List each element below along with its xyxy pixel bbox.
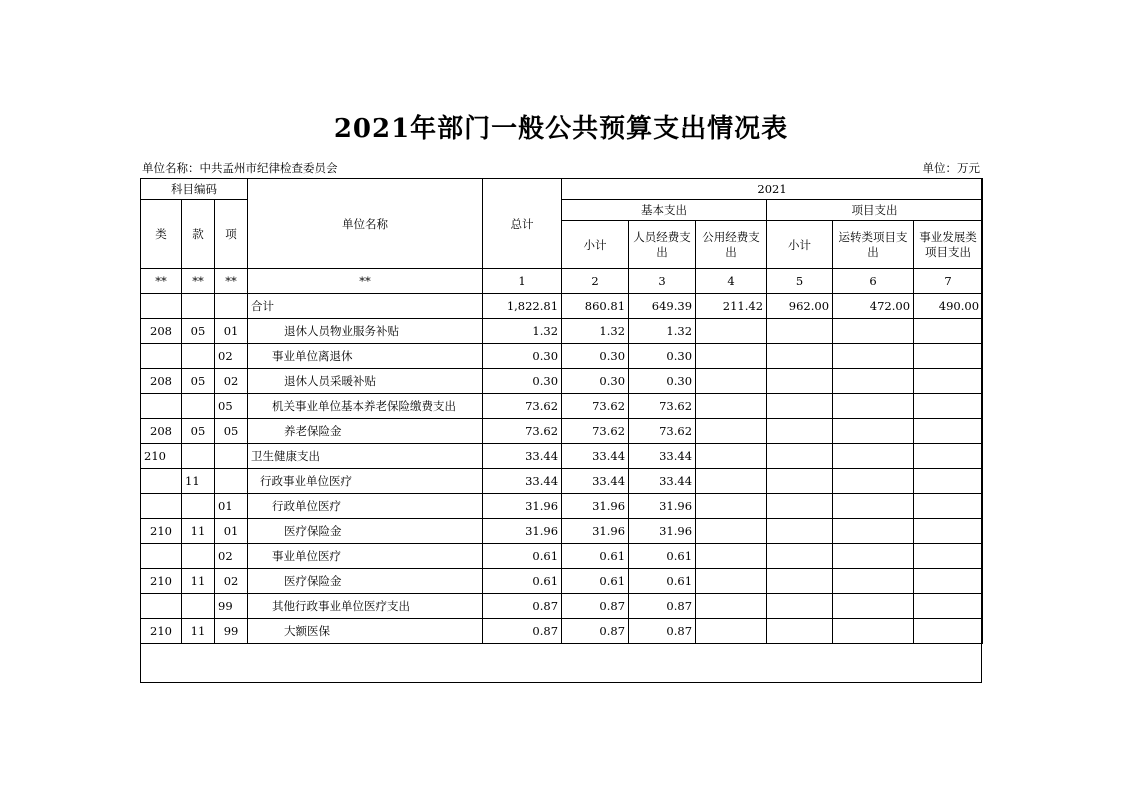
cell-development — [914, 594, 983, 619]
cell-total: 0.30 — [483, 369, 562, 394]
cell-public — [696, 444, 767, 469]
cell-public — [696, 319, 767, 344]
star-lei: ** — [141, 269, 182, 294]
col-num-3: 3 — [629, 269, 696, 294]
col-num-1: 1 — [483, 269, 562, 294]
cell-xiang — [215, 294, 248, 319]
cell-kuan: 11 — [182, 519, 215, 544]
cell-item-name: 事业单位医疗 — [248, 544, 483, 569]
star-xiang: ** — [215, 269, 248, 294]
cell-lei: 210 — [141, 444, 182, 469]
cell-lei — [141, 544, 182, 569]
cell-personnel: 0.87 — [629, 619, 696, 644]
cell-total: 0.87 — [483, 594, 562, 619]
cell-lei — [141, 594, 182, 619]
cell-total: 33.44 — [483, 469, 562, 494]
cell-kuan: 05 — [182, 369, 215, 394]
cell-lei — [141, 469, 182, 494]
table-row — [141, 394, 983, 419]
cell-public — [696, 494, 767, 519]
header-project: 项目支出 — [767, 200, 983, 221]
cell-public: 211.42 — [696, 294, 767, 319]
cell-total: 33.44 — [483, 444, 562, 469]
cell-lei — [141, 394, 182, 419]
header-year: 2021 — [562, 179, 983, 200]
header-project-subtotal: 小计 — [767, 221, 833, 269]
cell-public — [696, 419, 767, 444]
cell-total: 0.61 — [483, 569, 562, 594]
cell-project-subtotal — [767, 619, 833, 644]
header-operation: 运转类项目支出 — [833, 221, 914, 269]
cell-personnel: 33.44 — [629, 444, 696, 469]
cell-development — [914, 569, 983, 594]
table-row — [141, 319, 983, 344]
cell-personnel: 73.62 — [629, 394, 696, 419]
cell-project-subtotal — [767, 569, 833, 594]
cell-project-subtotal — [767, 469, 833, 494]
cell-operation: 472.00 — [833, 294, 914, 319]
cell-lei: 210 — [141, 569, 182, 594]
unit-label: 单位：万元 — [922, 161, 980, 175]
cell-development — [914, 319, 983, 344]
cell-project-subtotal — [767, 394, 833, 419]
cell-basic-subtotal: 73.62 — [562, 419, 629, 444]
cell-operation — [833, 319, 914, 344]
page-title: 2021年部门一般公共预算支出情况表 — [333, 114, 789, 144]
cell-public — [696, 519, 767, 544]
cell-lei: 208 — [141, 319, 182, 344]
cell-lei — [141, 344, 182, 369]
cell-personnel: 73.62 — [629, 419, 696, 444]
cell-item-name: 大额医保 — [248, 619, 483, 644]
cell-xiang: 01 — [215, 519, 248, 544]
cell-operation — [833, 519, 914, 544]
cell-kuan — [182, 344, 215, 369]
cell-item-name: 退休人员物业服务补贴 — [248, 319, 483, 344]
cell-kuan: 05 — [182, 419, 215, 444]
cell-public — [696, 394, 767, 419]
cell-basic-subtotal: 0.30 — [562, 344, 629, 369]
cell-development — [914, 344, 983, 369]
cell-operation — [833, 569, 914, 594]
cell-operation — [833, 594, 914, 619]
cell-kuan — [182, 594, 215, 619]
cell-public — [696, 544, 767, 569]
cell-item-name: 退休人员采暖补贴 — [248, 369, 483, 394]
cell-xiang: 05 — [215, 394, 248, 419]
cell-xiang: 01 — [215, 319, 248, 344]
cell-xiang: 02 — [215, 569, 248, 594]
cell-public — [696, 344, 767, 369]
cell-project-subtotal — [767, 544, 833, 569]
cell-operation — [833, 544, 914, 569]
header-code-group: 科目编码 — [141, 179, 248, 200]
cell-total: 73.62 — [483, 419, 562, 444]
star-kuan: ** — [182, 269, 215, 294]
cell-project-subtotal — [767, 594, 833, 619]
cell-xiang — [215, 444, 248, 469]
header-personnel: 人员经费支出 — [629, 221, 696, 269]
cell-total: 0.61 — [483, 544, 562, 569]
table-row — [141, 494, 983, 519]
cell-basic-subtotal: 0.61 — [562, 569, 629, 594]
cell-development — [914, 369, 983, 394]
col-num-4: 4 — [696, 269, 767, 294]
cell-operation — [833, 344, 914, 369]
cell-personnel: 649.39 — [629, 294, 696, 319]
cell-personnel: 33.44 — [629, 469, 696, 494]
cell-basic-subtotal: 0.61 — [562, 544, 629, 569]
cell-project-subtotal: 962.00 — [767, 294, 833, 319]
cell-total: 0.30 — [483, 344, 562, 369]
cell-xiang: 99 — [215, 594, 248, 619]
cell-item-name: 养老保险金 — [248, 419, 483, 444]
cell-xiang: 99 — [215, 619, 248, 644]
cell-item-name: 医疗保险金 — [248, 519, 483, 544]
cell-development — [914, 544, 983, 569]
cell-project-subtotal — [767, 419, 833, 444]
table-row — [141, 594, 983, 619]
cell-lei: 210 — [141, 519, 182, 544]
cell-public — [696, 569, 767, 594]
cell-personnel: 31.96 — [629, 519, 696, 544]
header-basic-subtotal: 小计 — [562, 221, 629, 269]
cell-project-subtotal — [767, 319, 833, 344]
cell-item-name: 其他行政事业单位医疗支出 — [248, 594, 483, 619]
cell-kuan — [182, 544, 215, 569]
cell-operation — [833, 494, 914, 519]
cell-item-name: 合计 — [248, 294, 483, 319]
col-num-6: 6 — [833, 269, 914, 294]
cell-item-name: 卫生健康支出 — [248, 444, 483, 469]
cell-item-name: 事业单位离退休 — [248, 344, 483, 369]
cell-public — [696, 469, 767, 494]
table-row — [141, 469, 983, 494]
col-num-7: 7 — [914, 269, 983, 294]
cell-operation — [833, 444, 914, 469]
cell-item-name: 机关事业单位基本养老保险缴费支出 — [248, 394, 483, 419]
cell-development — [914, 444, 983, 469]
header-lei: 类 — [141, 200, 182, 269]
cell-basic-subtotal: 31.96 — [562, 494, 629, 519]
cell-personnel: 0.30 — [629, 369, 696, 394]
cell-kuan — [182, 444, 215, 469]
cell-kuan — [182, 494, 215, 519]
budget-table — [140, 178, 983, 644]
header-number-row — [141, 269, 983, 294]
cell-lei — [141, 294, 182, 319]
header-public: 公用经费支出 — [696, 221, 767, 269]
cell-operation — [833, 419, 914, 444]
cell-kuan — [182, 394, 215, 419]
header-development: 事业发展类项目支出 — [914, 221, 983, 269]
cell-item-name: 行政单位医疗 — [248, 494, 483, 519]
cell-development — [914, 619, 983, 644]
cell-total: 0.87 — [483, 619, 562, 644]
cell-public — [696, 619, 767, 644]
unit-name: 单位名称：中共孟州市纪律检查委员会 — [142, 161, 338, 175]
table-row — [141, 519, 983, 544]
header-unit-name: 单位名称 — [248, 179, 483, 269]
cell-basic-subtotal: 33.44 — [562, 444, 629, 469]
cell-personnel: 0.30 — [629, 344, 696, 369]
cell-basic-subtotal: 860.81 — [562, 294, 629, 319]
table-row — [141, 569, 983, 594]
col-num-2: 2 — [562, 269, 629, 294]
cell-total: 31.96 — [483, 519, 562, 544]
header-kuan: 款 — [182, 200, 215, 269]
cell-basic-subtotal: 73.62 — [562, 394, 629, 419]
cell-xiang: 02 — [215, 544, 248, 569]
table-row — [141, 619, 983, 644]
cell-operation — [833, 394, 914, 419]
cell-xiang — [215, 469, 248, 494]
cell-basic-subtotal: 0.87 — [562, 619, 629, 644]
cell-basic-subtotal: 33.44 — [562, 469, 629, 494]
cell-personnel: 0.61 — [629, 544, 696, 569]
cell-item-name: 行政事业单位医疗 — [248, 469, 483, 494]
cell-development — [914, 519, 983, 544]
cell-operation — [833, 469, 914, 494]
table-row — [141, 369, 983, 394]
cell-basic-subtotal: 0.30 — [562, 369, 629, 394]
cell-xiang: 02 — [215, 344, 248, 369]
cell-project-subtotal — [767, 344, 833, 369]
cell-xiang: 02 — [215, 369, 248, 394]
cell-public — [696, 369, 767, 394]
cell-lei: 208 — [141, 419, 182, 444]
cell-development — [914, 394, 983, 419]
cell-personnel: 0.87 — [629, 594, 696, 619]
cell-project-subtotal — [767, 494, 833, 519]
cell-personnel: 0.61 — [629, 569, 696, 594]
cell-development — [914, 419, 983, 444]
cell-development — [914, 494, 983, 519]
cell-item-name: 医疗保险金 — [248, 569, 483, 594]
cell-development — [914, 469, 983, 494]
cell-basic-subtotal: 31.96 — [562, 519, 629, 544]
cell-operation — [833, 619, 914, 644]
cell-kuan: 11 — [182, 619, 215, 644]
cell-public — [696, 594, 767, 619]
cell-total: 1.32 — [483, 319, 562, 344]
cell-total: 31.96 — [483, 494, 562, 519]
cell-kuan — [182, 294, 215, 319]
cell-total: 73.62 — [483, 394, 562, 419]
cell-kuan: 05 — [182, 319, 215, 344]
cell-personnel: 31.96 — [629, 494, 696, 519]
table-row — [141, 344, 983, 369]
header-xiang: 项 — [215, 200, 248, 269]
cell-operation — [833, 369, 914, 394]
cell-total: 1,822.81 — [483, 294, 562, 319]
cell-lei: 210 — [141, 619, 182, 644]
header-total: 总计 — [483, 179, 562, 269]
star-name: ** — [248, 269, 483, 294]
table-row — [141, 419, 983, 444]
cell-xiang: 05 — [215, 419, 248, 444]
header-basic: 基本支出 — [562, 200, 767, 221]
col-num-5: 5 — [767, 269, 833, 294]
cell-project-subtotal — [767, 444, 833, 469]
cell-kuan: 11 — [182, 569, 215, 594]
table-row — [141, 444, 983, 469]
cell-kuan: 11 — [182, 469, 215, 494]
cell-lei — [141, 494, 182, 519]
cell-project-subtotal — [767, 519, 833, 544]
table-row — [141, 544, 983, 569]
cell-project-subtotal — [767, 369, 833, 394]
cell-xiang: 01 — [215, 494, 248, 519]
table-row — [141, 294, 983, 319]
cell-lei: 208 — [141, 369, 182, 394]
cell-development: 490.00 — [914, 294, 983, 319]
cell-personnel: 1.32 — [629, 319, 696, 344]
cell-basic-subtotal: 0.87 — [562, 594, 629, 619]
cell-basic-subtotal: 1.32 — [562, 319, 629, 344]
